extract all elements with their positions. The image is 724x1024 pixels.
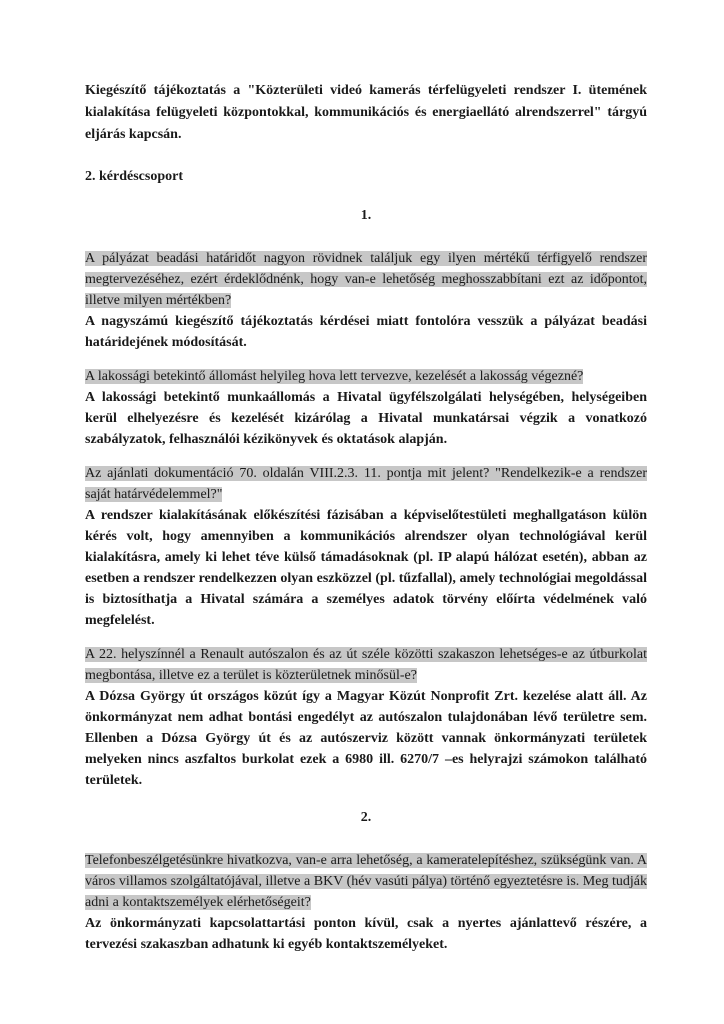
question-text	[85, 248, 647, 311]
section-heading: 2. kérdéscsoport	[85, 169, 183, 184]
qa-block-1-1	[85, 248, 647, 353]
question-text	[85, 366, 647, 387]
qa-block-1-3	[85, 463, 647, 631]
document-title: Kiegészítő tájékoztatás a "Közterületi videó kamerás térfelügyeleti rendszer I. ütemének kialakítása felügyeleti központokkal, kommunikációs és energiaellátó alrendszerrel" tárgyú eljárás kapcsán.	[85, 83, 647, 142]
question-highlight: A 22. helyszínnél a Renault autószalon és az út széle közötti szakaszon lehetséges-e az útburkolat megbontása, illetve ez a terület is közterületnek minősül-e?	[85, 647, 647, 683]
question-text	[85, 463, 647, 505]
group-number-2: 2.	[360, 810, 372, 825]
answer-text: Az önkormányzati kapcsolattartási ponton kívül, csak a nyertes ajánlattevő részére, a tervezési szakaszban adhatunk ki egyéb kontaktszemélyeket.	[85, 916, 647, 952]
question-highlight: Telefonbeszélgetésünkre hivatkozva, van-e arra lehetőség, a kameratelepítéshez, szükségünk van. A város villamos szolgáltatójával, illetve a BKV (hév vasúti pálya) történő egyeztetésre is. Meg tudják adni a kontaktszemélyek elérhetőségeit?	[85, 853, 647, 910]
answer-text: A nagyszámú kiegészítő tájékoztatás kérdései miatt fontolóra vesszük a pályázat beadási határidejének módosítását.	[85, 314, 647, 350]
answer-text: A lakossági betekintő munkaállomás a Hivatal ügyfélszolgálati helységében, helységeiben kerül elhelyezésre és kezelését kizárólag a Hivatal munkatársai végzik a vonatkozó szabályzatok, felhasználói kézikönyvek és oktatások alapján.	[85, 390, 647, 447]
qa-block-2-1	[85, 850, 647, 955]
answer-text: A rendszer kialakításának előkészítési fázisában a képviselőtestületi meghallgatáson külön kérés volt, hogy amennyiben a kommunikációs alrendszer olyan technológiával kerül kialakításra, amely ki lehet téve külső támadásoknak (pl. IP alapú hálózat esetén), abban az esetben a rendszer rendelkezzen olyan eszközzel (pl. tűzfallal), amely technológiai megoldással is biztosíthatja a Hivatal számára a személyes adatok törvény előírta védelmének való megfelelést.	[85, 508, 647, 628]
qa-block-1-2	[85, 366, 647, 450]
group-number-1: 1.	[360, 208, 372, 223]
answer-text: A Dózsa György út országos közút így a Magyar Közút Nonprofit Zrt. kezelése alatt áll. Az önkormányzat nem adhat bontási engedélyt az autószalon tulajdonában lévő területre sem. Ellenben a Dózsa György út és az autószerviz között vannak önkormányzati területek melyeken nincs aszfaltos burkolat ezek a 6980 ill. 6270/7 –es helyrajzi számokon található területek.	[85, 689, 647, 788]
question-text	[85, 850, 647, 913]
question-highlight: Az ajánlati dokumentáció 70. oldalán VIII.2.3. 11. pontja mit jelent? "Rendelkezik-e a rendszer saját határvédelemmel?"	[85, 466, 647, 502]
question-highlight: A pályázat beadási határidőt nagyon rövidnek találjuk egy ilyen mértékű térfigyelő rendszer megtervezéséhez, ezért érdeklődnénk, hogy van-e lehetőség meghosszabbítani ezt az időpontot, illetve milyen mértékben?	[85, 251, 647, 308]
question-text	[85, 644, 647, 686]
question-highlight: A lakossági betekintő állomást helyileg hova lett tervezve, kezelését a lakosság végezné?	[85, 369, 584, 384]
qa-block-1-4	[85, 644, 647, 791]
